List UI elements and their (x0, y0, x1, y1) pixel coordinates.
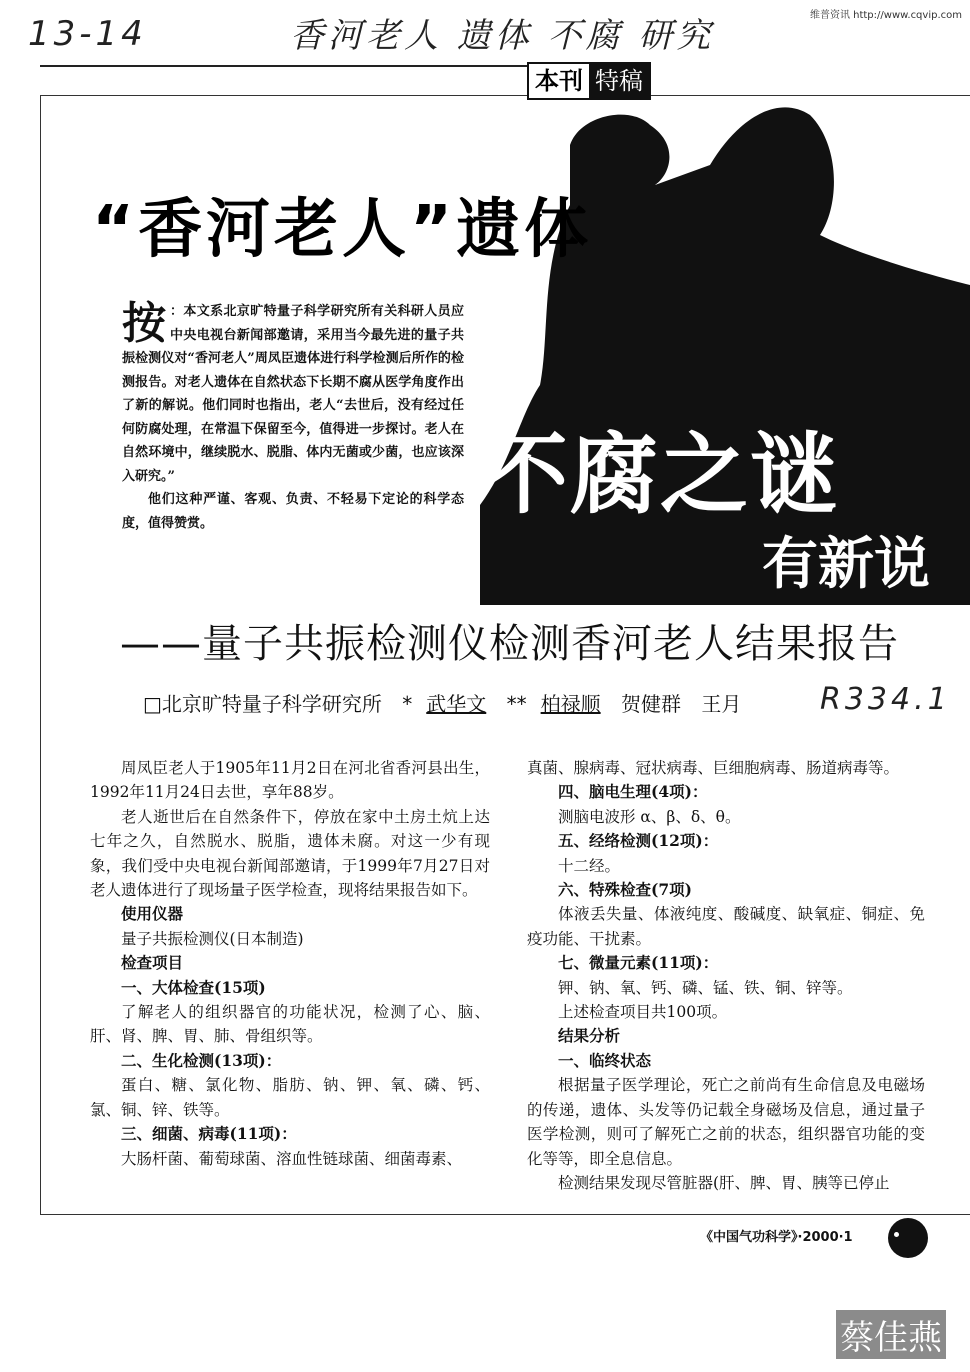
source-stamp: 维普资讯 http://www.cqvip.com (809, 10, 962, 21)
right-para-9: 钾、钠、氧、钙、磷、锰、铁、铜、锌等。 (558, 978, 853, 997)
handwritten-signature: R334.1 (820, 682, 951, 717)
byline-author-3: 贺健群 (620, 692, 681, 716)
byline-author-2: 柏禄顺 (540, 692, 601, 716)
note-dropcap: 按 (122, 298, 166, 349)
top-rule (40, 65, 528, 67)
right-para-14: 检测结果发现尽管脏器(肝、脾、胃、胰等已停止 (558, 1173, 890, 1192)
byline-mark-1: * (402, 692, 413, 716)
right-para-2: 四、脑电生理(4项)： (558, 782, 708, 802)
right-para-12: 一、临终状态 (558, 1050, 652, 1070)
right-para-7: 体液丢失量、体液纯度、酸碱度、缺氧症、铜症、免疫功能、干扰素。 (527, 905, 925, 948)
left-para-6: 一、大体检查(15项) (121, 977, 266, 997)
left-para-7: 了解老人的组织器官的功能状况，检测了心、脑、肝、肾、脾、胃、肺、骨组织等。 (90, 1003, 490, 1046)
byline-author-1: 武华文 (426, 692, 487, 716)
headline-line2: 不腐之谜 (480, 423, 841, 526)
banner-part1: 本刊 (529, 64, 589, 98)
right-para-4: 五、经络检测(12项)： (558, 831, 719, 851)
byline-mark-2: ** (506, 692, 527, 716)
watermark: 蔡佳燕 (836, 1310, 946, 1359)
article-subtitle: ——量子共振检测仪检测香河老人结果报告 (120, 621, 899, 667)
page-marker-icon (888, 1218, 928, 1258)
note-paragraph-2: 他们这种严谨、客观、负责、不轻易下定论的科学态度，值得赞赏。 (122, 492, 464, 531)
left-para-1: 周凤臣老人于1905年11月2日在河北省香河县出生，1992年11月24日去世，享年88岁。 (90, 759, 490, 802)
left-para-10: 三、细菌、病毒(11项)： (121, 1124, 297, 1144)
right-para-5: 十二经。 (558, 856, 621, 875)
handwritten-title-note: 香河老人 遗体 不腐 研究 (290, 16, 715, 56)
left-para-11: 大肠杆菌、葡萄球菌、溶血性链球菌、细菌毒素、 (121, 1149, 463, 1168)
left-para-5: 检查项目 (121, 953, 184, 973)
body-column-right (527, 756, 925, 1195)
left-para-4: 量子共振检测仪(日本制造) (121, 929, 304, 948)
body-column-left (90, 756, 490, 1171)
headline-line3: 有新说 (762, 532, 930, 597)
headline-line1: “香河老人”遗体 (92, 193, 593, 267)
right-para-13: 根据量子医学理论，死亡之前尚有生命信息及电磁场的传递，遗体、头发等仍记载全身磁场及信息，通过量子医学检测，则可了解死亡之前的状态，组织器官功能的变化等等，即全息信息。 (527, 1076, 925, 1168)
handwritten-page-number: 13-14 (28, 14, 147, 54)
right-para-11: 结果分析 (558, 1026, 621, 1046)
right-para-6: 六、特殊检查(7项) (558, 880, 692, 900)
left-para-8: 二、生化检测(13项)： (121, 1050, 282, 1070)
note-paragraph-1: ：本文系北京旷特量子科学研究所有关科研人员应中央电视台新闻部邀请，采用当今最先进的量子共振检测仪对“香河老人”周凤臣遗体进行科学检测后所作的检测报告。对老人遗体在自然状态下长期不腐从医学角度作出了新的解说。他们同时也指出，老人“去世后，没有经过任何防腐处理，在常温下保留至今，值得进一步探讨。老人在自然环境中，继续脱水、脱脂、体内无菌或少菌，也应该深入研究。” (122, 304, 464, 484)
left-para-3: 使用仪器 (121, 904, 184, 924)
right-para-10: 上述检查项目共100项。 (558, 1003, 728, 1022)
left-para-9: 蛋白、糖、氯化物、脂肪、钠、钾、氧、磷、钙、氯、铜、锌、铁等。 (90, 1076, 490, 1119)
right-para-1: 真菌、腺病毒、冠状病毒、巨细胞病毒、肠道病毒等。 (527, 759, 900, 777)
journal-footer: 《中国气功科学》·2000·1 (700, 1230, 853, 1245)
banner-part2: 特稿 (589, 64, 649, 98)
editor-note (122, 300, 464, 535)
right-para-3: 测脑电波形 α、β、δ、θ。 (558, 807, 741, 826)
byline-institution: □北京旷特量子科学研究所 (143, 692, 382, 716)
left-para-2: 老人逝世后在自然条件下，停放在家中土房土炕上达七年之久，自然脱水、脱脂，遗体未腐。对这一少有现象，我们受中央电视台新闻部邀请，于1999年7月27日对老人遗体进行了现场量子医学检查，现将结果报告如下。 (90, 807, 490, 900)
right-para-8: 七、微量元素(11项)： (558, 953, 719, 973)
byline (143, 688, 741, 717)
byline-author-4: 王月 (701, 692, 742, 716)
